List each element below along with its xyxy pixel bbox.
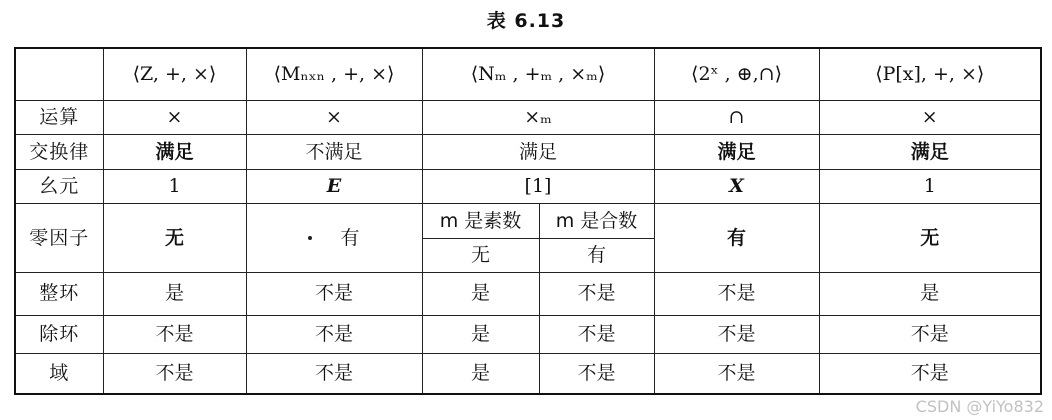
table-row (15, 273, 1041, 315)
cell-identity-powerset: X (654, 169, 819, 203)
table-row (15, 169, 1041, 203)
cell-zero-divisor-z: 无 (103, 204, 246, 273)
cell-field-nm-composite: 不是 (539, 353, 654, 394)
table-row (15, 204, 1041, 238)
cell-zero-divisor-matrix (246, 204, 422, 273)
cell-integral-domain-polynomial: 是 (819, 273, 1041, 315)
cell-operation-powerset: ∩ (654, 101, 819, 135)
cell-identity-z: 1 (103, 169, 246, 203)
cell-commutative-z: 满足 (103, 135, 246, 169)
cell-operation-nm: ×ₘ (422, 101, 654, 135)
row-label-integral-domain: 整环 (15, 273, 103, 315)
cell-division-ring-nm-prime: 是 (422, 315, 539, 353)
row-label-division-ring: 除环 (15, 315, 103, 353)
cell-field-z: 不是 (103, 353, 246, 394)
table-row (15, 135, 1041, 169)
column-header-z: ⟨Z, +, ×⟩ (103, 48, 246, 101)
cell-identity-matrix: E (246, 169, 422, 203)
cell-zero-divisor-polynomial: 无 (819, 204, 1041, 273)
row-label-zero-divisor: 零因子 (15, 204, 103, 273)
dot-mark (308, 236, 312, 240)
cell-nm-prime-value: 无 (422, 238, 539, 272)
cell-commutative-polynomial: 满足 (819, 135, 1041, 169)
cell-integral-domain-nm-prime: 是 (422, 273, 539, 315)
column-header-powerset: ⟨2ˣ , ⊕,∩⟩ (654, 48, 819, 101)
watermark: CSDN @YiYo832 (915, 397, 1044, 416)
table-caption: 表 6.13 (486, 10, 566, 32)
column-header-nm: ⟨Nₘ , +ₘ , ×ₘ⟩ (422, 48, 654, 101)
cell-operation-matrix: × (246, 101, 422, 135)
row-label-operation: 运算 (15, 101, 103, 135)
cell-commutative-matrix: 不满足 (246, 135, 422, 169)
corner-cell (15, 48, 103, 101)
cell-division-ring-polynomial: 不是 (819, 315, 1041, 353)
cell-operation-z: × (103, 101, 246, 135)
cell-identity-polynomial: 1 (819, 169, 1041, 203)
cell-division-ring-powerset: 不是 (654, 315, 819, 353)
cell-division-ring-matrix: 不是 (246, 315, 422, 353)
row-label-commutative: 交换律 (15, 135, 103, 169)
cell-integral-domain-powerset: 不是 (654, 273, 819, 315)
cell-integral-domain-nm-composite: 不是 (539, 273, 654, 315)
header-row (15, 48, 1041, 101)
cell-nm-prime-label: m 是素数 (422, 204, 539, 238)
cell-commutative-nm: 满足 (422, 135, 654, 169)
cell-operation-polynomial: × (819, 101, 1041, 135)
cell-division-ring-z: 不是 (103, 315, 246, 353)
table-row (15, 353, 1041, 394)
column-header-matrix: ⟨Mₙₓₙ , +, ×⟩ (246, 48, 422, 101)
cell-integral-domain-matrix: 不是 (246, 273, 422, 315)
cell-nm-composite-value: 有 (539, 238, 654, 272)
cell-division-ring-nm-composite: 不是 (539, 315, 654, 353)
cell-identity-nm: [1] (422, 169, 654, 203)
row-label-field: 域 (15, 353, 103, 394)
cell-integral-domain-z: 是 (103, 273, 246, 315)
cell-zero-divisor-powerset: 有 (654, 204, 819, 273)
cell-field-powerset: 不是 (654, 353, 819, 394)
table-row (15, 101, 1041, 135)
table-row (15, 315, 1041, 353)
cell-field-nm-prime: 是 (422, 353, 539, 394)
cell-nm-composite-label: m 是合数 (539, 204, 654, 238)
cell-field-polynomial: 不是 (819, 353, 1041, 394)
row-label-identity: 幺元 (15, 169, 103, 203)
cell-commutative-powerset: 满足 (654, 135, 819, 169)
cell-field-matrix: 不是 (246, 353, 422, 394)
algebra-comparison-table (14, 47, 1042, 395)
column-header-polynomial: ⟨P[x], +, ×⟩ (819, 48, 1041, 101)
cell-zero-divisor-matrix-text: 有 (340, 226, 360, 249)
